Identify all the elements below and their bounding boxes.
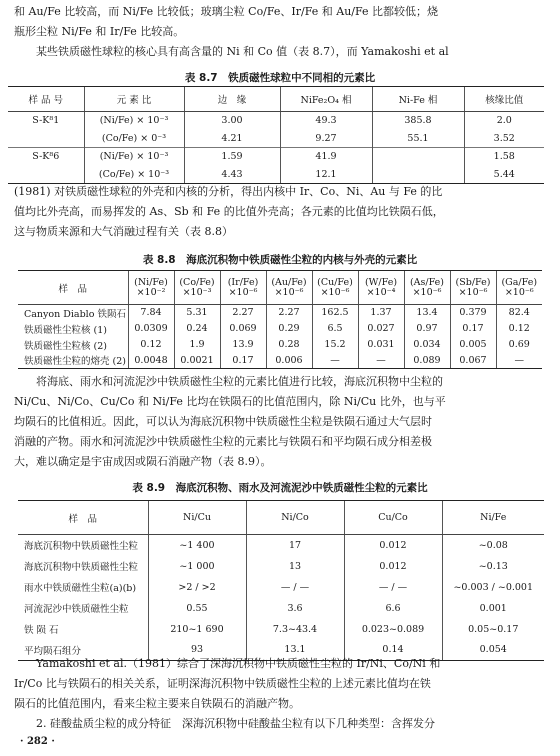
table-cell: — bbox=[496, 353, 542, 369]
table-cell bbox=[8, 166, 84, 184]
text-line: 均陨石的比值相近。因此，可以认为海底沉积物中铁质磁性尘粒是铁陨石通过大气层时 bbox=[14, 415, 432, 428]
table-cell: 0.012 bbox=[344, 556, 442, 577]
table-cell: 9.27 bbox=[280, 130, 372, 148]
column-header: Ni/Fe bbox=[442, 501, 544, 535]
column-header: Ni-Fe 相 bbox=[372, 87, 464, 112]
table-cell: 4.21 bbox=[184, 130, 280, 148]
table-cell: 5.44 bbox=[464, 166, 544, 184]
column-header: NiFe₂O₄ 相 bbox=[280, 87, 372, 112]
text-line: 某些铁质磁性球粒的核心具有高含量的 Ni 和 Co 值（表 8.7），而 Yamakoshi et al bbox=[36, 45, 449, 58]
table-cell: 0.24 bbox=[174, 321, 220, 337]
column-header: (Au/Fe) ×10⁻⁶ bbox=[266, 271, 312, 305]
table-cell: 15.2 bbox=[312, 337, 358, 353]
table-cell: 93 bbox=[148, 640, 246, 661]
table-cell: 铁质磁性尘粒核 (2) bbox=[24, 340, 107, 352]
table-cell: S-K⁸6 bbox=[8, 148, 84, 166]
table-8-8 bbox=[18, 270, 542, 369]
table-cell: ~1 400 bbox=[148, 535, 246, 556]
column-header: 边 缘 bbox=[184, 87, 280, 112]
table-cell: (Ni/Fe) × 10⁻³ bbox=[84, 112, 184, 130]
text-line: 和 Au/Fe 比较高，而 Ni/Fe 比较低；玻璃尘粒 Co/Fe、Ir/Fe 和 Au/Fe 比都较低；烧 bbox=[14, 5, 439, 18]
column-header: (W/Fe) ×10⁻⁴ bbox=[358, 271, 404, 305]
table-cell: >2 / >2 bbox=[148, 577, 246, 598]
column-header: (Ni/Fe) ×10⁻² bbox=[128, 271, 174, 305]
table-cell: (Co/Fe) × 10⁻³ bbox=[84, 166, 184, 184]
table-cell: 0.12 bbox=[128, 337, 174, 353]
table-row bbox=[18, 353, 542, 369]
column-header: 核缘比值 bbox=[464, 87, 544, 112]
table-cell: 55.1 bbox=[372, 130, 464, 148]
text-line: Yamakoshi et al.（1981）综合了深海沉积物中铁质磁性尘粒的 Ir/Ni、Co/Ni 和 bbox=[36, 657, 441, 670]
table-cell bbox=[8, 130, 84, 148]
table-8-9 bbox=[18, 500, 544, 661]
table-cell: 海底沉积物中铁质磁性尘粒 bbox=[24, 562, 139, 573]
table-cell: 0.069 bbox=[220, 321, 266, 337]
table-8-9-caption: 表 8.9 海底沉积物、雨水及河流泥沙中铁质磁性尘粒的元素比 bbox=[132, 482, 428, 494]
table-cell: 0.067 bbox=[450, 353, 496, 369]
column-header: (Ir/Fe) ×10⁻⁶ bbox=[220, 271, 266, 305]
table-cell: 0.69 bbox=[496, 337, 542, 353]
table-cell: 7.84 bbox=[128, 305, 174, 321]
table-cell: 1.58 bbox=[464, 148, 544, 166]
table-row bbox=[8, 166, 544, 184]
table-cell: 铁 陨 石 bbox=[24, 625, 59, 636]
table-cell: 2.27 bbox=[220, 305, 266, 321]
column-header: 样 品 bbox=[18, 271, 128, 305]
table-cell: (Co/Fe) × 0⁻³ bbox=[84, 130, 184, 148]
column-header: 元 素 比 bbox=[84, 87, 184, 112]
table-cell: 2.0 bbox=[464, 112, 544, 130]
table-cell: ~1 000 bbox=[148, 556, 246, 577]
table-row bbox=[8, 148, 544, 166]
table-cell: 0.027 bbox=[358, 321, 404, 337]
table-cell: 13 bbox=[246, 556, 344, 577]
table-cell: 铁质磁性尘粒的熔壳 (2) bbox=[18, 353, 128, 369]
table-cell: 17 bbox=[246, 535, 344, 556]
table-header-row bbox=[18, 501, 544, 535]
column-header: Cu/Co bbox=[344, 501, 442, 535]
column-header: (Sb/Fe) ×10⁻⁶ bbox=[450, 271, 496, 305]
table-cell: 铁质磁性尘粒核 (1) bbox=[24, 324, 107, 336]
text-line: 值均比外壳高，而易挥发的 As、Sb 和 Fe 的比值外壳高；各元素的比值均比铁陨石低， bbox=[14, 205, 444, 218]
column-header: Ni/Co bbox=[246, 501, 344, 535]
table-cell: 河流泥沙中铁质磁性尘粒 bbox=[24, 604, 129, 615]
table-cell: S-K⁸1 bbox=[32, 115, 60, 127]
table-cell: 平均陨石组分 bbox=[18, 640, 148, 661]
table-8-7-caption: 表 8.7 铁质磁性球粒中不同相的元素比 bbox=[184, 72, 376, 84]
table-row bbox=[18, 577, 544, 598]
table-cell: 0.089 bbox=[404, 353, 450, 369]
table-cell: 3.52 bbox=[464, 130, 544, 148]
table-cell: 49.3 bbox=[280, 112, 372, 130]
table-cell bbox=[372, 148, 464, 166]
table-cell: 0.05~0.17 bbox=[442, 619, 544, 640]
table-cell: 3.6 bbox=[246, 598, 344, 619]
table-cell: 4.43 bbox=[184, 166, 280, 184]
table-cell: 海底沉积物中铁质磁性尘粒 bbox=[24, 541, 139, 553]
text-line: (1981) 对铁质磁性球粒的外壳和内核的分析，得出内核中 Ir、Co、Ni、Au 与 Fe 的比 bbox=[14, 185, 443, 198]
table-cell: 7.3~43.4 bbox=[246, 619, 344, 640]
table-cell: 0.006 bbox=[266, 353, 312, 369]
text-line: 2. 硅酸盐质尘粒的成分特征 深海沉积物中硅酸盐尘粒有以下几种类型：含挥发分 bbox=[36, 717, 435, 730]
text-line: 大，难以确定是宇宙成因或陨石消融产物（表 8.9）。 bbox=[14, 455, 272, 468]
table-row bbox=[18, 619, 544, 640]
table-cell: — bbox=[312, 353, 358, 369]
table-cell: 0.14 bbox=[344, 640, 442, 661]
table-cell: 13.9 bbox=[220, 337, 266, 353]
table-cell: 13.4 bbox=[404, 305, 450, 321]
table-cell: ~0.13 bbox=[442, 556, 544, 577]
table-cell: 41.9 bbox=[280, 148, 372, 166]
text-line: 瓶形尘粒 Ni/Fe 和 Ir/Fe 比较高。 bbox=[14, 25, 185, 38]
column-header: 样 品 号 bbox=[8, 87, 84, 112]
table-cell: 1.9 bbox=[174, 337, 220, 353]
table-cell: 13.1 bbox=[246, 640, 344, 661]
table-row bbox=[8, 130, 544, 148]
table-cell: 1.59 bbox=[184, 148, 280, 166]
column-header: (Co/Fe) ×10⁻³ bbox=[174, 271, 220, 305]
table-cell: 0.005 bbox=[450, 337, 496, 353]
table-row bbox=[18, 535, 544, 556]
table-cell: 6.5 bbox=[312, 321, 358, 337]
table-cell: 雨水中铁质磁性尘粒(a)(b) bbox=[24, 583, 137, 594]
table-cell: 6.6 bbox=[344, 598, 442, 619]
table-cell: 0.023~0.089 bbox=[344, 619, 442, 640]
table-cell: 0.29 bbox=[266, 321, 312, 337]
table-cell: 82.4 bbox=[496, 305, 542, 321]
text-line: 陨石的比值范围内，看来尘粒主要来自铁陨石的消融产物。 bbox=[14, 697, 300, 710]
table-cell: 385.8 bbox=[372, 112, 464, 130]
table-cell: 0.97 bbox=[404, 321, 450, 337]
table-cell: 5.31 bbox=[174, 305, 220, 321]
table-cell: 162.5 bbox=[312, 305, 358, 321]
column-header: (Cu/Fe) ×10⁻⁶ bbox=[312, 271, 358, 305]
text-line: Ni/Cu、Ni/Co、Cu/Co 和 Ni/Fe 比均在铁陨石的比值范围内，除 Ni/Cu 比外，也与平 bbox=[14, 395, 446, 408]
table-cell: 0.17 bbox=[220, 353, 266, 369]
table-cell: 0.001 bbox=[442, 598, 544, 619]
table-cell: 0.0309 bbox=[128, 321, 174, 337]
table-cell: 0.031 bbox=[358, 337, 404, 353]
column-header: Ni/Cu bbox=[148, 501, 246, 535]
table-cell: 0.0048 bbox=[128, 353, 174, 369]
table-row bbox=[18, 337, 542, 353]
table-row bbox=[18, 556, 544, 577]
table-8-7 bbox=[8, 86, 544, 184]
table-cell: 0.17 bbox=[450, 321, 496, 337]
table-cell: 0.12 bbox=[496, 321, 542, 337]
table-cell: ~0.003 / ~0.001 bbox=[442, 577, 544, 598]
text-line: Ir/Co 比与铁陨石的相关关系，证明深海沉积物中铁质磁性尘粒的上述元素比值均在铁 bbox=[14, 677, 431, 690]
text-line: 消融的产物。雨水和河流泥沙中铁质磁性尘粒的元素比与铁陨石和平均陨石成分相差极 bbox=[14, 435, 432, 448]
table-cell: 0.379 bbox=[450, 305, 496, 321]
table-row bbox=[18, 598, 544, 619]
text-line: 将海底、雨水和河流泥沙中铁质磁性尘粒的元素比值进行比较，海底沉积物中尘粒的 bbox=[36, 375, 443, 388]
table-cell: 12.1 bbox=[280, 166, 372, 184]
table-cell: 0.012 bbox=[344, 535, 442, 556]
column-header: (Ga/Fe) ×10⁻⁶ bbox=[496, 271, 542, 305]
table-8-8-caption: 表 8.8 海底沉积物中铁质磁性尘粒的内核与外壳的元素比 bbox=[142, 254, 418, 266]
table-cell: — / — bbox=[344, 577, 442, 598]
table-cell: Canyon Diablo 铁陨石 bbox=[24, 308, 126, 320]
table-cell bbox=[372, 166, 464, 184]
table-cell: 0.054 bbox=[442, 640, 544, 661]
table-cell: 0.0021 bbox=[174, 353, 220, 369]
text-line: 这与物质来源和大气消融过程有关（表 8.8） bbox=[14, 225, 233, 238]
table-cell: (Ni/Fe) × 10⁻³ bbox=[84, 148, 184, 166]
table-cell: — / — bbox=[246, 577, 344, 598]
table-cell: 3.00 bbox=[184, 112, 280, 130]
table-row bbox=[8, 112, 544, 130]
table-row bbox=[18, 305, 542, 321]
table-cell: 0.034 bbox=[404, 337, 450, 353]
table-cell: 2.27 bbox=[266, 305, 312, 321]
table-header-row bbox=[8, 87, 544, 112]
table-cell: 1.37 bbox=[358, 305, 404, 321]
table-cell: 210~1 690 bbox=[148, 619, 246, 640]
column-header: 样 品 bbox=[18, 501, 148, 535]
page-number: · 282 · bbox=[20, 736, 55, 747]
table-cell: — bbox=[358, 353, 404, 369]
table-cell: 0.55 bbox=[148, 598, 246, 619]
table-header-row bbox=[18, 271, 542, 305]
table-row bbox=[18, 321, 542, 337]
table-cell: ~0.08 bbox=[442, 535, 544, 556]
table-cell: 0.28 bbox=[266, 337, 312, 353]
column-header: (As/Fe) ×10⁻⁶ bbox=[404, 271, 450, 305]
